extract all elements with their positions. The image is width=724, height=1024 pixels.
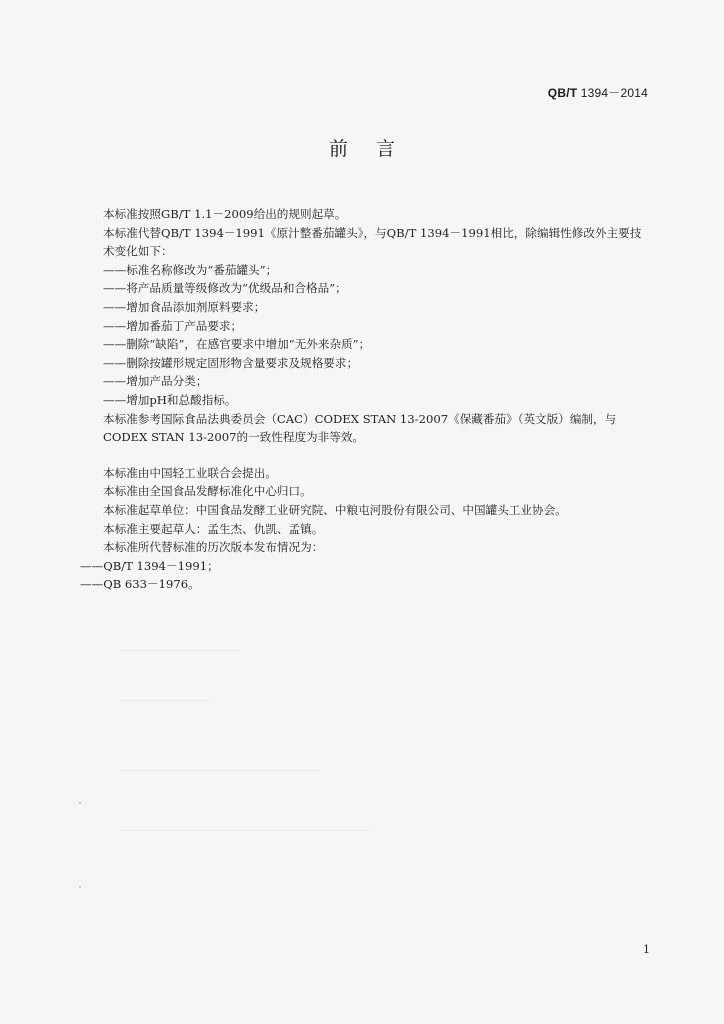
change-item: ——增加番茄丁产品要求； <box>103 318 243 333</box>
history-item: ——QB/T 1394－1991； <box>80 558 219 573</box>
change-item: ——将产品质量等级修改为“优级品和合格品”； <box>103 281 347 296</box>
change-item: ——删除“缺陷”，在感官要求中增加“无外来杂质”； <box>103 337 371 352</box>
scan-speck <box>79 802 81 804</box>
standard-code <box>548 84 648 101</box>
change-item: ——删除按罐形规定固形物含量要求及规格要求； <box>103 355 359 370</box>
paragraph-gap <box>80 447 650 464</box>
paragraph-proposer: 本标准由中国轻工业联合会提出。 <box>103 465 277 480</box>
scan-speck <box>79 886 81 888</box>
change-item: ——标准名称修改为“番茄罐头”； <box>103 262 278 277</box>
scan-bleedthrough <box>120 770 320 771</box>
change-item: ——增加食品添加剂原料要求； <box>103 299 266 314</box>
scan-bleedthrough <box>120 830 370 831</box>
paragraph-drafting-rule: 本标准按照GB/T 1.1－2009给出的规则起草。 <box>103 207 347 221</box>
history-item: ——QB 633－1976。 <box>80 577 200 592</box>
change-item: ——增加pH和总酸指标。 <box>103 392 237 407</box>
scan-bleedthrough <box>120 700 210 701</box>
paragraph-drafters: 本标准主要起草人：孟生杰、仇凯、孟镇。 <box>103 521 324 536</box>
document-body <box>80 205 650 594</box>
page-number: 1 <box>643 943 650 956</box>
paragraph-replacement: 本标准代替QB/T 1394－1991《原汁整番茄罐头》，与QB/T 1394－1991相比，除编辑性修改外主要技术变化如下： <box>103 225 642 259</box>
standard-code-number: 1394－2014 <box>577 86 648 100</box>
paragraph-administrator: 本标准由全国食品发酵标准化中心归口。 <box>103 484 312 499</box>
paragraph-drafting-units: 本标准起草单位：中国食品发酵工业研究院、中粮屯河股份有限公司、中国罐头工业协会。 <box>103 502 567 517</box>
paragraph-reference: 本标准参考国际食品法典委员会（CAC）CODEX STAN 13-2007《保藏番茄》（英文版）编制，与CODEX STAN 13-2007的一致性程度为非等效。 <box>103 411 617 445</box>
change-item: ——增加产品分类； <box>103 374 208 389</box>
standard-code-prefix: QB/T <box>547 86 578 100</box>
paragraph-history: 本标准所代替标准的历次版本发布情况为： <box>103 540 324 555</box>
scan-bleedthrough <box>120 650 240 651</box>
page-title: 前言 <box>328 138 423 160</box>
